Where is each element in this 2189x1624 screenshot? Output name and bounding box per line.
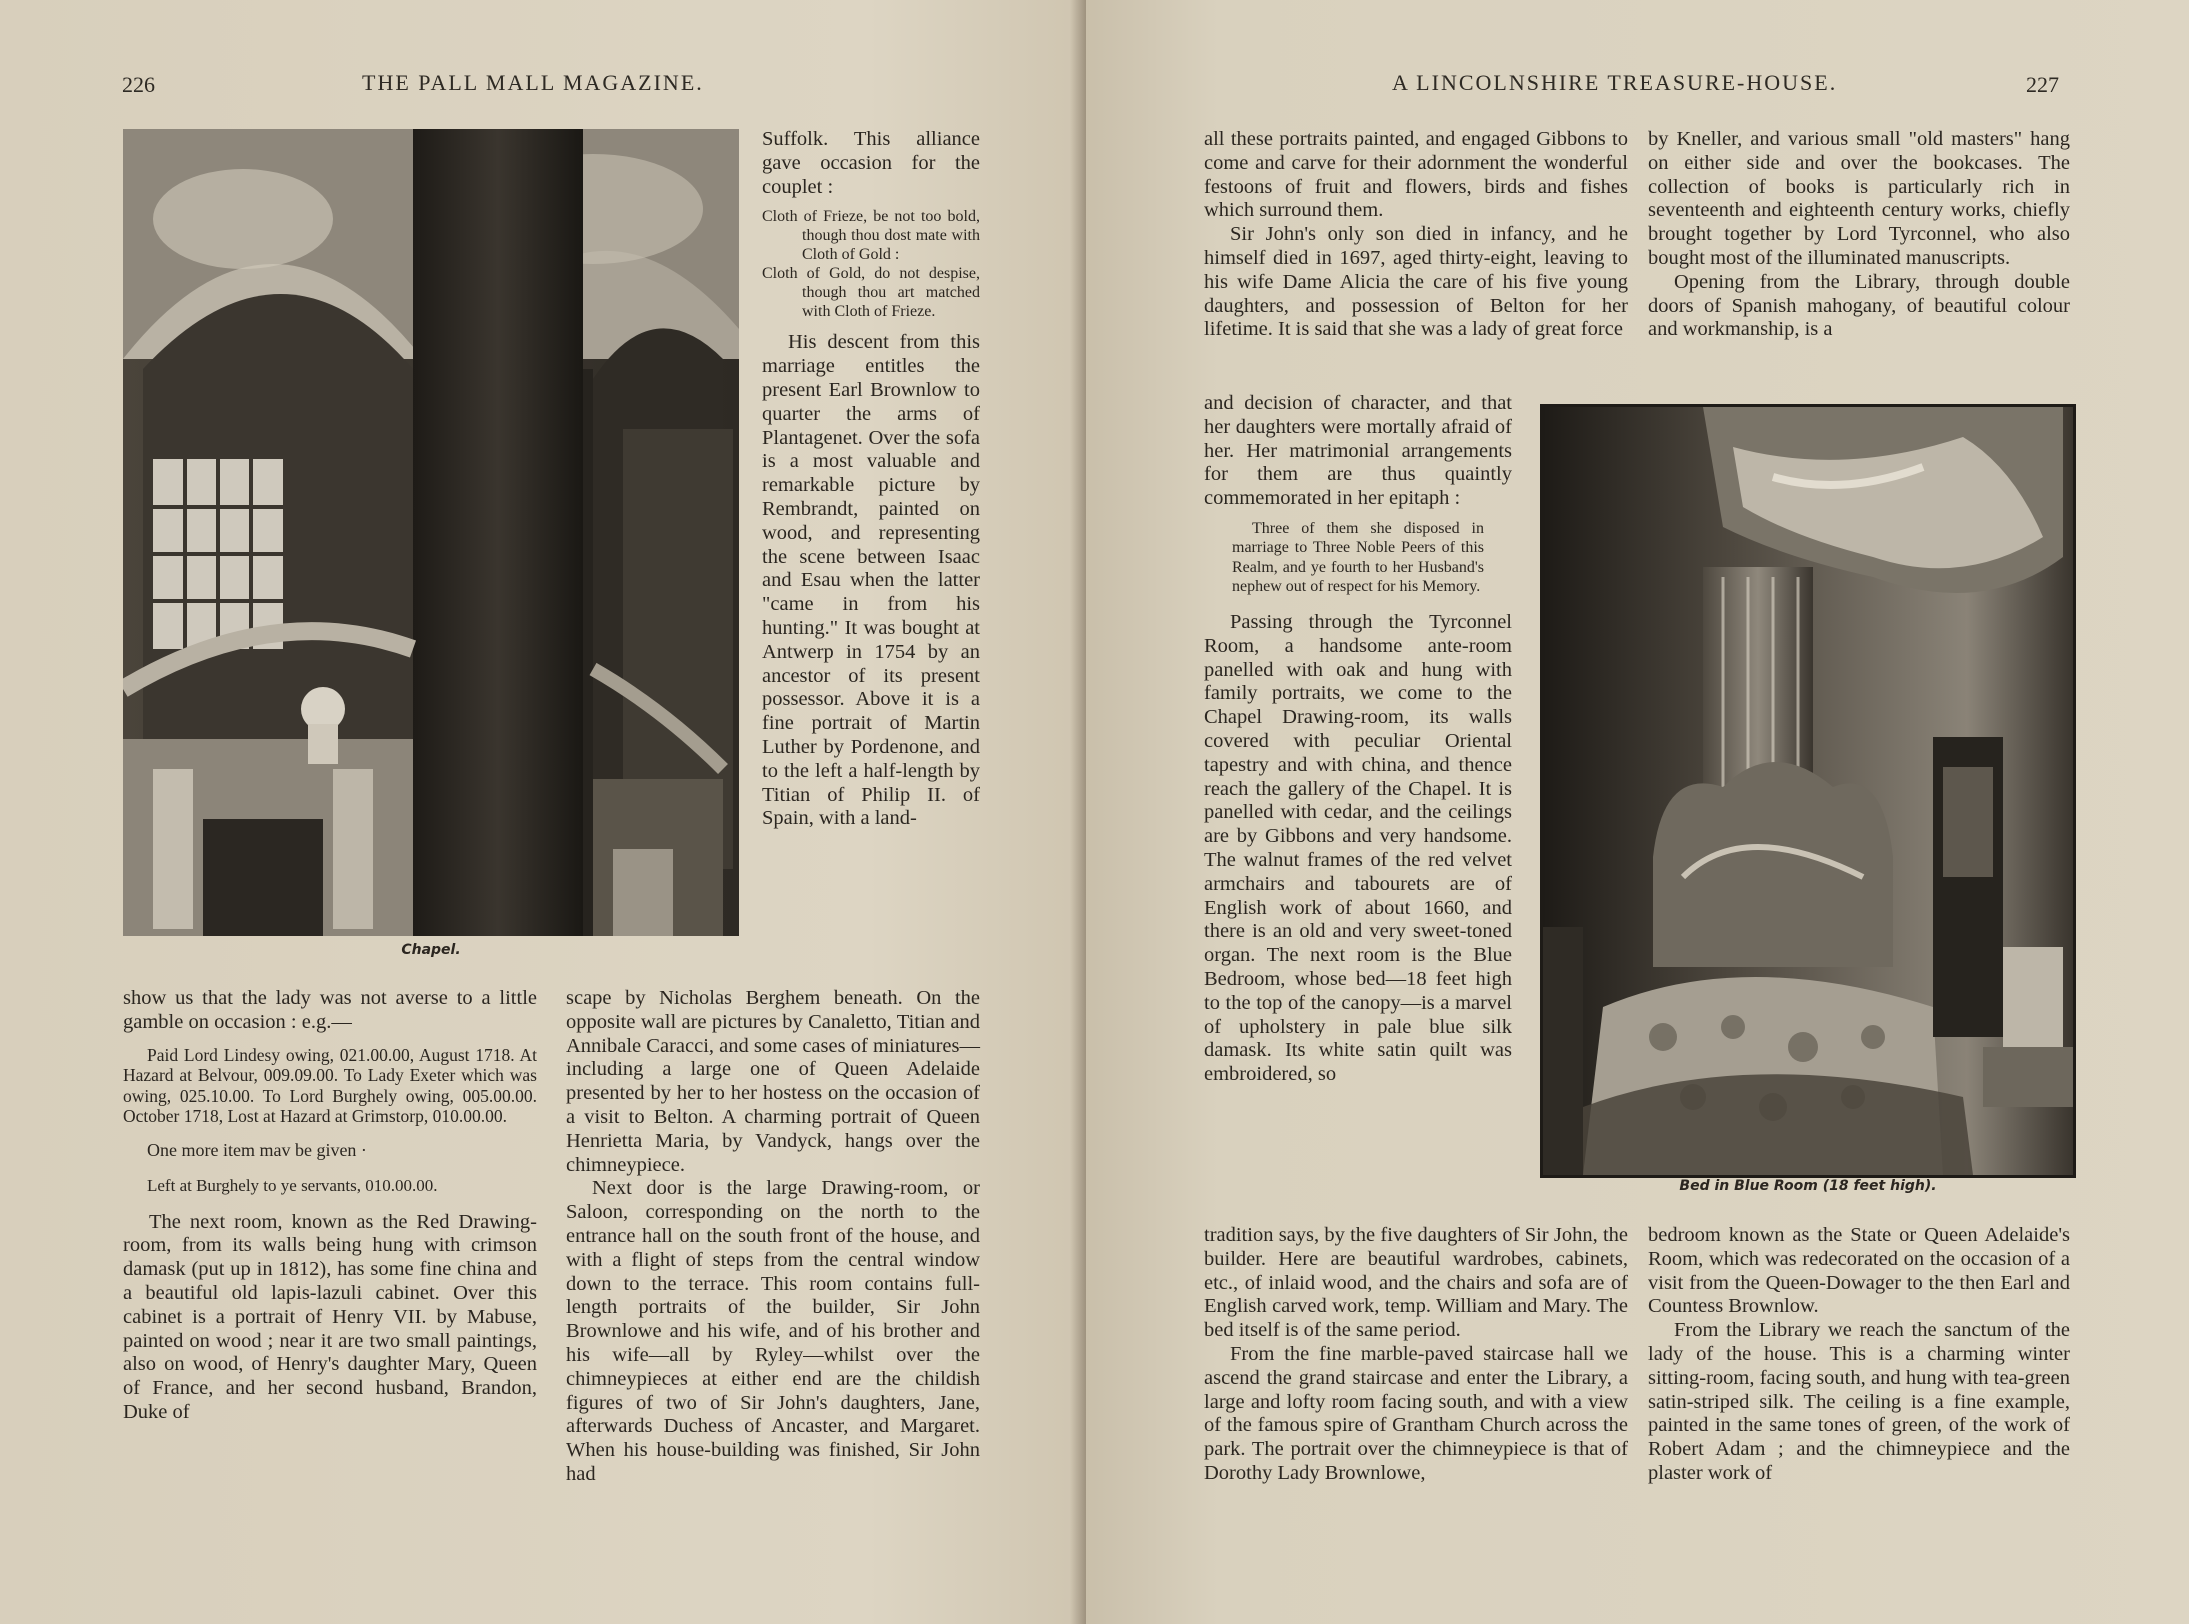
right-col1-bottom xyxy=(1204,1224,1628,1486)
page-number: 227 xyxy=(2026,72,2059,97)
right-col2-top xyxy=(1648,128,2070,342)
item-intro: One more item mav be given · xyxy=(147,1139,367,1160)
paragraph: by Kneller, and various small "old masters" hang on either side and over the bookcases. The collection of books is particularly rich in seventeenth and eighteenth century works, chiefly brought together by Lord Tyrconnel, who also bought most of the illuminated manuscripts. xyxy=(1648,128,2070,269)
right-col1-top xyxy=(1204,128,1628,342)
paragraph: all these portraits painted, and engaged Gibbons to come and carve for their adornment the wonderful festoons of fruit and flowers, birds and fishes which surround them. xyxy=(1204,128,1628,222)
paragraph: His descent from this marriage entitles the present Earl Brownlow to quarter the arms of Plantagenet. Over the sofa is a most valuable and remarkable picture by Rembrandt, painted on wood, and representing the scene between Isaac and Esau when the latter "came in from his hunting." It was bought at Antwerp in 1754 by an ancestor of its present possessor. Above it is a fine portrait of Martin Luther by Pordenone, and to the left a half-length by Titian of Philip II. of Spain, with a land- xyxy=(762,331,980,830)
left-col1 xyxy=(123,987,537,1425)
paragraph: and decision of character, and that her daughters were mortally afraid of her. Her matrimonial arrangements for them are thus quaintly commemorated in her epitaph : xyxy=(1204,392,1512,510)
chapel-caption: Chapel. xyxy=(401,942,461,958)
left-col2-top xyxy=(762,128,980,831)
couplet-line: Cloth of Frieze, be not too bold, though thou dost mate with Cloth of Gold : xyxy=(762,208,980,264)
chapel-photo xyxy=(123,129,739,936)
blue-room-bed-photo xyxy=(1540,404,2076,1178)
running-head: A LINCOLNSHIRE TREASURE-HOUSE. xyxy=(1392,70,1838,95)
right-col1-narrow xyxy=(1204,392,1512,1087)
paragraph: Suffolk. This alliance gave occasion for the couplet : xyxy=(762,128,980,198)
paragraph: The next room, known as the Red Drawing-room, from its walls being hung with crimson damask (put up in 1812), has some fine china and a beautiful old lapis-lazuli cabinet. Over this cabinet is a portrait of Henry VII. by Mabuse, painted on wood ; near it are two small paintings, also on wood, of Henry's daughter Mary, Queen of France, and her second husband, Brandon, Duke of xyxy=(123,1210,537,1423)
right-col2-bottom xyxy=(1648,1224,2070,1486)
running-head: THE PALL MALL MAGAZINE. xyxy=(362,70,704,95)
item-line: Left at Burghely to ye servants, 010.00.00. xyxy=(147,1175,438,1195)
paragraph: show us that the lady was not averse to a little gamble on occasion : e.g.— xyxy=(123,987,537,1033)
right-page xyxy=(1086,0,2189,1624)
couplet-line: Cloth of Gold, do not despise, though thou art matched with Cloth of Frieze. xyxy=(762,265,980,321)
paragraph: Next door is the large Drawing-room, or Saloon, corresponding on the north to the entrance hall on the south front of the house, and with a flight of steps from the central window down to the terrace. This room contains full-length portraits of the builder, Sir John Brownlowe and his wife, and of his brother and his wife—all by Ryley—whilst over the chimneypieces at either end are the childish figures of two of Sir John's daughters, Jane, afterwards Duchess of Ancaster, and Margaret. When his house-building was finished, Sir John had xyxy=(566,1177,980,1485)
couplet xyxy=(762,207,980,321)
paragraph: From the fine marble-paved staircase hall we ascend the grand staircase and enter the Library, a large and lofty room facing south, and with a view of the famous spire of Grantham Church across the park. The portrait over the chimneypiece is that of Dorothy Lady Brownlowe, xyxy=(1204,1342,1628,1484)
left-col2-bottom xyxy=(566,987,980,1487)
paragraph: Passing through the Tyrconnel Room, a handsome ante-room panelled with oak and hung with family portraits, we come to the Chapel Drawing-room, its walls covered with peculiar Oriental tapestry and with china, and thence reach the gallery of the Chapel. It is panelled with cedar, and the ceilings are by Gibbons and very handsome. The walnut frames of the red velvet armchairs and tabourets are of English work of about 1660, and there is an old and very sweet-toned organ. The next room is the Blue Bedroom, whose bed—18 feet high to the top of the canopy—is a marvel of upholstery in pale blue silk damask. Its white satin quilt was embroidered, so xyxy=(1204,610,1512,1086)
paragraph: scape by Nicholas Berghem beneath. On the opposite wall are pictures by Canaletto, Titian and Annibale Caracci, and some cases of miniatures—including a large one of Queen Adelaide presented by her to her hostess on the occasion of a visit to Belton. A charming portrait of Queen Henrietta Maria, by Vandyck, hangs over the chimneypiece. xyxy=(566,987,980,1176)
bed-caption: Bed in Blue Room (18 feet high). xyxy=(1679,1178,1937,1194)
paragraph: Opening from the Library, through double doors of Spanish mahogany, of beautiful colour and workmanship, is a xyxy=(1648,270,2070,341)
left-page xyxy=(0,0,1086,1624)
paragraph: bedroom known as the State or Queen Adelaide's Room, which was redecorated on the occasion of a visit from the Queen-Dowager to the then Earl and Countess Brownlow. xyxy=(1648,1224,2070,1318)
paragraph: From the Library we reach the sanctum of the lady of the house. This is a charming winter sitting-room, facing south, and hung with tea-green satin-striped silk. The ceiling is a fine example, painted in the same tones of green, of the work of Robert Adam ; and the chimneypiece and the plaster work of xyxy=(1648,1319,2070,1484)
epitaph: Three of them she disposed in marriage to Three Noble Peers of this Realm, and ye fourth to her Husband's nephew out of respect for his Memory. xyxy=(1232,519,1484,596)
page-number: 226 xyxy=(122,72,155,97)
paragraph: tradition says, by the five daughters of Sir John, the builder. Here are beautiful wardrobes, cabinets, etc., of inlaid wood, and the chairs and sofa are of English carved work, temp. William and Mary. The bed itself is of the same period. xyxy=(1204,1224,1628,1342)
ledger-extract: Paid Lord Lindesy owing, 021.00.00, August 1718. At Hazard at Belvour, 009.09.00. To Lady Exeter which was owing, 025.10.00. To Lord Burghely owing, 005.00.00. October 1718, Lost at Hazard at Grimstorp, 010.00.00. xyxy=(123,1044,537,1127)
paragraph: Sir John's only son died in infancy, and he himself died in 1697, aged thirty-eight, leaving to his wife Dame Alicia the care of his five young daughters, and possession of Belton for her lifetime. It is said that she was a lady of great force xyxy=(1204,223,1628,341)
